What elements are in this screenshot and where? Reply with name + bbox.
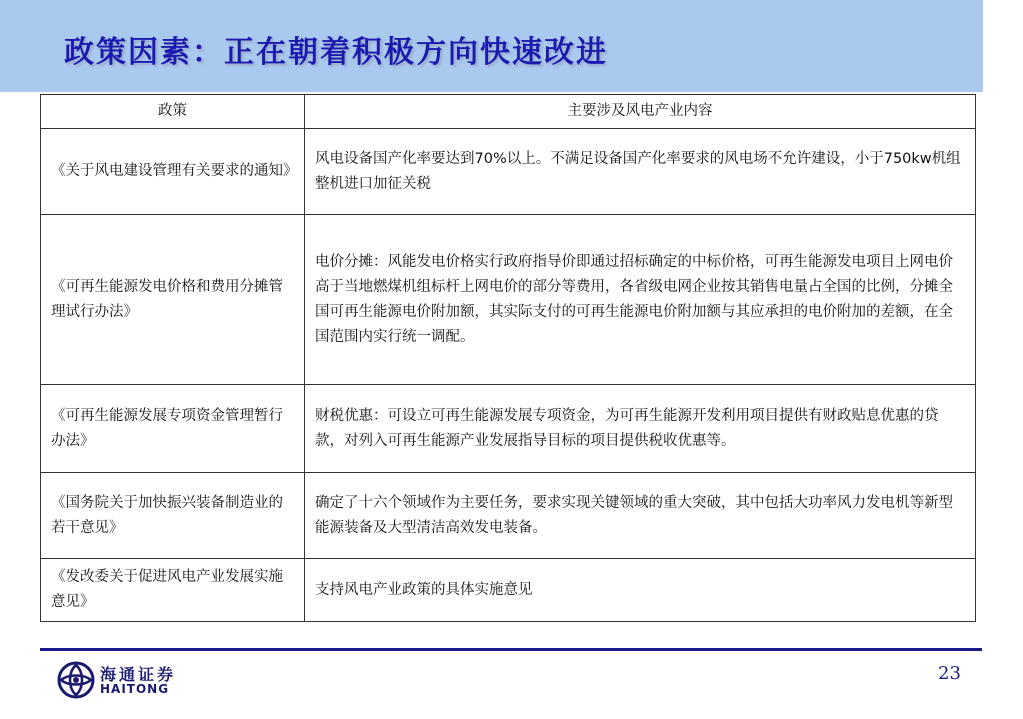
policy-content: 电价分摊：风能发电价格实行政府指导价即通过招标确定的中标价格，可再生能源发电项目上网电价高于当地燃煤机组标杆上网电价的部分等费用，各省级电网企业按其销售电量占全国的比例，分摊全国可再生能源电价附加额，其实际支付的可再生能源电价附加额与其应承担的电价附加的差额，在全国范围内实行统一调配。 (305, 215, 976, 385)
policy-content: 风电设备国产化率要达到70%以上。不满足设备国产化率要求的风电场不允许建设，小于750kw机组整机进口加征关税 (305, 129, 976, 215)
haitong-logo (56, 660, 176, 700)
title-bar (0, 0, 983, 92)
policy-name: 《发改委关于促进风电产业发展实施意见》 (41, 559, 305, 622)
policy-content: 确定了十六个领域作为主要任务，要求实现关键领域的重大突破，其中包括大功率风力发电机等新型能源装备及大型清洁高效发电装备。 (305, 473, 976, 559)
policy-name: 《关于风电建设管理有关要求的通知》 (41, 129, 305, 215)
policy-name: 《可再生能源发展专项资金管理暂行办法》 (41, 385, 305, 473)
policy-content: 支持风电产业政策的具体实施意见 (305, 559, 976, 622)
haitong-emblem-icon (56, 660, 96, 700)
policy-content: 财税优惠：可设立可再生能源发展专项资金，为可再生能源开发利用项目提供有财政贴息优惠的贷款，对列入可再生能源产业发展指导目标的项目提供税收优惠等。 (305, 385, 976, 473)
header-policy: 政策 (41, 95, 305, 129)
slide-title: 政策因素：正在朝着积极方向快速改进 (64, 35, 608, 70)
logo-en-text: HAITONG (100, 682, 170, 696)
table-header-row (41, 95, 976, 129)
footer-divider (40, 648, 982, 651)
logo-cn-text: 海通证券 (100, 665, 177, 684)
table-row (41, 215, 976, 385)
policy-name: 《可再生能源发电价格和费用分摊管理试行办法》 (41, 215, 305, 385)
policy-table (40, 94, 976, 622)
page-number: 23 (938, 663, 961, 684)
table-row (41, 129, 976, 215)
table-row (41, 559, 976, 622)
header-content: 主要涉及风电产业内容 (305, 95, 976, 129)
table-row (41, 385, 976, 473)
table-row (41, 473, 976, 559)
policy-name: 《国务院关于加快振兴装备制造业的若干意见》 (41, 473, 305, 559)
